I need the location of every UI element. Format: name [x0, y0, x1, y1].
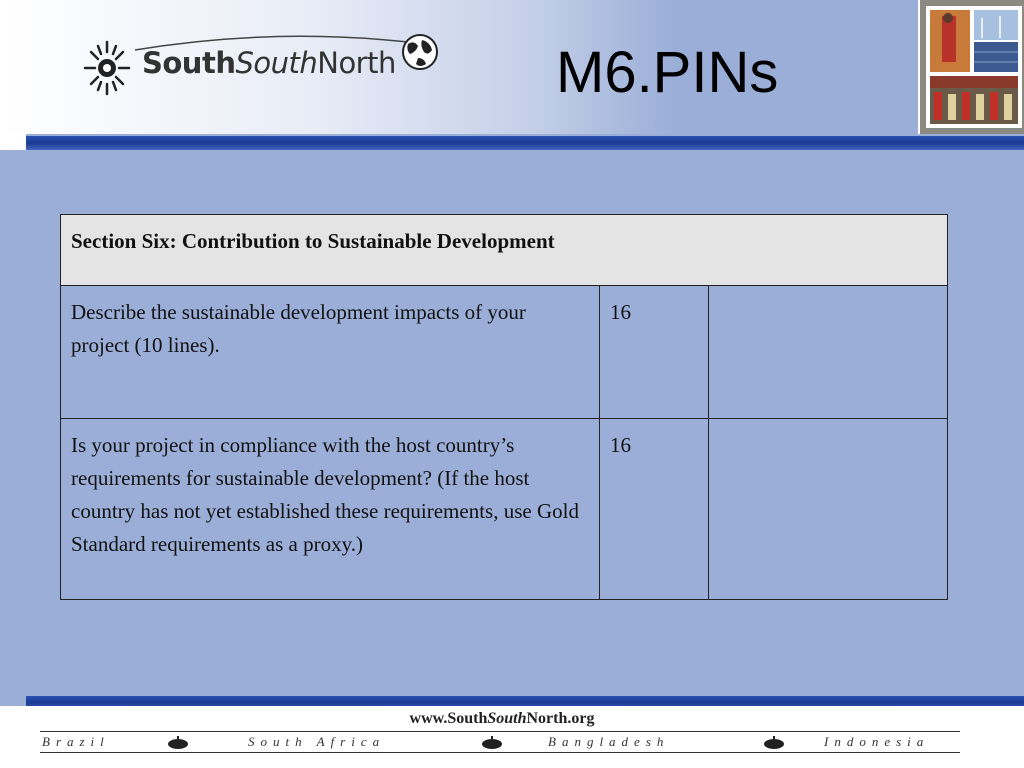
footer-url-part2: South	[487, 710, 527, 727]
pins-section-table	[60, 214, 948, 600]
footer	[0, 706, 1024, 768]
section-heading: Section Six: Contribution to Sustainable Development	[71, 229, 555, 253]
southsouthnorth-logo	[82, 28, 442, 108]
table-row	[61, 286, 948, 419]
sun-icon	[82, 38, 132, 98]
header-divider-bar	[26, 136, 1024, 150]
table-row	[61, 419, 948, 600]
number-cell: 16	[600, 419, 709, 600]
emblem-icon	[760, 734, 788, 752]
photo-collage	[918, 0, 1024, 134]
country-brazil: Brazil	[42, 734, 110, 749]
answer-cell[interactable]	[709, 286, 948, 419]
globe-icon	[400, 32, 440, 72]
footer-line-top	[40, 731, 960, 732]
number-cell: 16	[600, 286, 709, 419]
answer-cell[interactable]	[709, 419, 948, 600]
logo-text-north: North	[317, 46, 396, 80]
photo-collage-image	[920, 0, 1024, 134]
country-south-africa: South Africa	[248, 734, 386, 749]
page-title: M6.PINs	[556, 40, 779, 105]
logo-text-south-bold: South	[142, 46, 236, 80]
header-banner	[0, 0, 1024, 134]
question-cell: Is your project in compliance with the host country’s requirements for sustainable development? (If the host country has not yet established these requirements, use Gold Standard requirements as a proxy.)	[61, 419, 600, 600]
emblem-icon	[164, 734, 192, 752]
header-left-strip	[0, 134, 26, 150]
logo-text	[142, 46, 396, 80]
country-indonesia: Indonesia	[824, 734, 930, 749]
section-heading-cell	[61, 215, 948, 286]
logo-text-south-italic: South	[235, 46, 318, 80]
footer-url-part1: www.South	[409, 710, 488, 727]
footer-line-bottom	[40, 752, 960, 753]
footer-url	[0, 710, 1004, 728]
footer-url-part3: North.org	[526, 710, 595, 727]
country-bangladesh: Bangladesh	[548, 734, 670, 749]
emblem-icon	[478, 734, 506, 752]
question-cell: Describe the sustainable development impacts of your project (10 lines).	[61, 286, 600, 419]
table-header-row	[61, 215, 948, 286]
